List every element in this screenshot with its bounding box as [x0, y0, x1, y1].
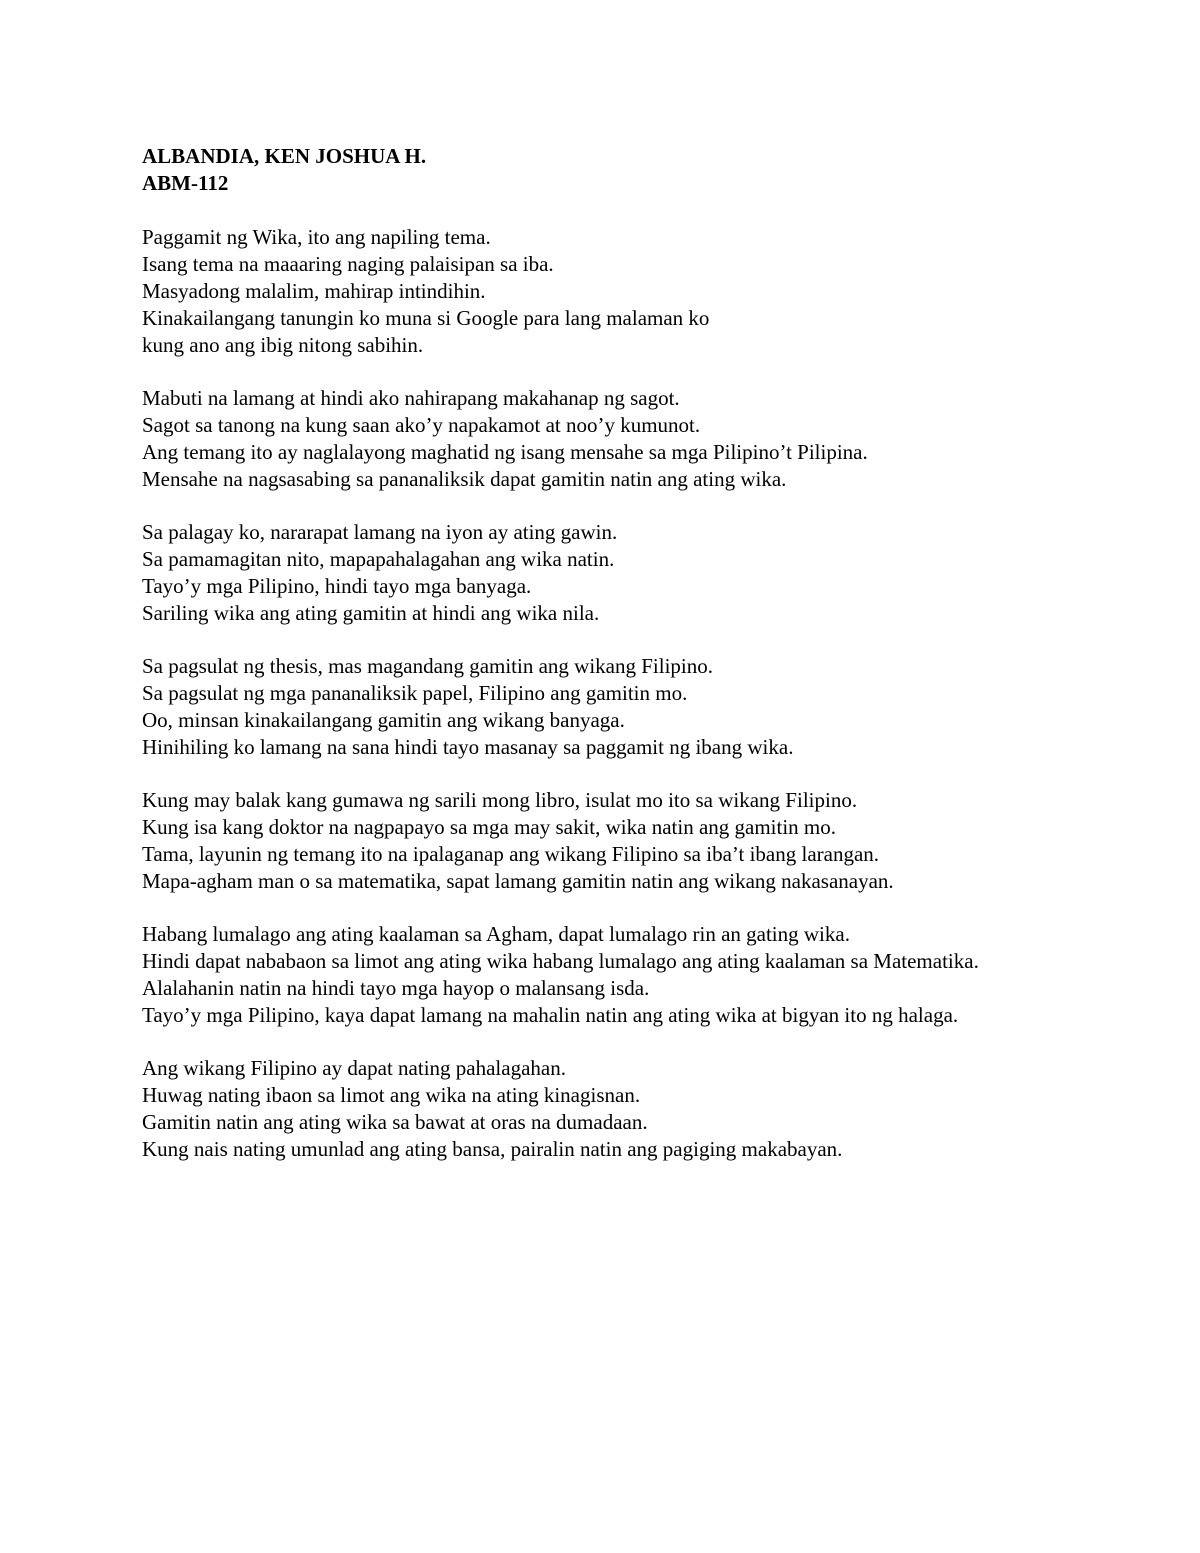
- poem-line: Oo, minsan kinakailangang gamitin ang wikang banyaga.: [142, 708, 625, 732]
- stanza-2: [142, 385, 1058, 493]
- stanza-6: [142, 921, 1058, 1029]
- poem-line: Tayo’y mga Pilipino, hindi tayo mga banyaga.: [142, 574, 532, 598]
- poem-line: Kung may balak kang gumawa ng sarili mong libro, isulat mo ito sa wikang Filipino.: [142, 788, 858, 812]
- section-label: ABM-112: [142, 171, 229, 195]
- poem-line: Sa palagay ko, nararapat lamang na iyon ay ating gawin.: [142, 520, 618, 544]
- poem-line: Gamitin natin ang ating wika sa bawat at oras na dumadaan.: [142, 1110, 648, 1134]
- poem-line: Mapa-agham man o sa matematika, sapat lamang gamitin natin ang wikang nakasanayan.: [142, 869, 894, 893]
- poem-line: Mabuti na lamang at hindi ako nahirapang makahanap ng sagot.: [142, 386, 680, 410]
- poem-line: Hinihiling ko lamang na sana hindi tayo masanay sa paggamit ng ibang wika.: [142, 735, 794, 759]
- poem-line: Habang lumalago ang ating kaalaman sa Agham, dapat lumalago rin an gating wika.: [142, 922, 850, 946]
- poem-line: Tayo’y mga Pilipino, kaya dapat lamang na mahalin natin ang ating wika at bigyan ito ng halaga.: [142, 1003, 959, 1027]
- poem-line: Paggamit ng Wika, ito ang napiling tema.: [142, 225, 491, 249]
- poem-line: Mensahe na nagsasabing sa pananaliksik dapat gamitin natin ang ating wika.: [142, 467, 787, 491]
- poem-line: Masyadong malalim, mahirap intindihin.: [142, 279, 486, 303]
- stanza-5: [142, 787, 1058, 895]
- poem-line: Hindi dapat nababaon sa limot ang ating wika habang lumalago ang ating kaalaman sa Matematika.: [142, 949, 979, 973]
- poem-line: Sa pamamagitan nito, mapapahalagahan ang wika natin.: [142, 547, 615, 571]
- stanza-4: [142, 653, 1058, 761]
- poem-line: Sagot sa tanong na kung saan ako’y napakamot at noo’y kumunot.: [142, 413, 701, 437]
- poem-line: Alalahanin natin na hindi tayo mga hayop o malansang isda.: [142, 976, 650, 1000]
- poem-line: Tama, layunin ng temang ito na ipalaganap ang wikang Filipino sa iba’t ibang larangan.: [142, 842, 880, 866]
- poem-line: Kinakailangang tanungin ko muna si Google para lang malaman ko: [142, 306, 710, 330]
- poem-line: Sa pagsulat ng thesis, mas magandang gamitin ang wikang Filipino.: [142, 654, 714, 678]
- poem-line: Ang wikang Filipino ay dapat nating pahalagahan.: [142, 1056, 566, 1080]
- poem-line: Ang temang ito ay naglalayong maghatid ng isang mensahe sa mga Pilipino’t Pilipina.: [142, 440, 868, 464]
- stanza-3: [142, 519, 1058, 627]
- poem-line: kung ano ang ibig nitong sabihin.: [142, 333, 424, 357]
- stanza-1: [142, 224, 1058, 359]
- poem-line: Huwag nating ibaon sa limot ang wika na ating kinagisnan.: [142, 1083, 641, 1107]
- poem-line: Sa pagsulat ng mga pananaliksik papel, Filipino ang gamitin mo.: [142, 681, 688, 705]
- poem-line: Kung nais nating umunlad ang ating bansa, pairalin natin ang pagiging makabayan.: [142, 1137, 843, 1161]
- poem-line: Isang tema na maaaring naging palaisipan sa iba.: [142, 252, 554, 276]
- document-body: [142, 143, 1058, 1189]
- author-header: [142, 143, 1058, 197]
- author-name: ALBANDIA, KEN JOSHUA H.: [142, 144, 427, 168]
- poem-line: Sariling wika ang ating gamitin at hindi ang wika nila.: [142, 601, 600, 625]
- stanza-7: [142, 1055, 1058, 1163]
- poem-line: Kung isa kang doktor na nagpapayo sa mga may sakit, wika natin ang gamitin mo.: [142, 815, 837, 839]
